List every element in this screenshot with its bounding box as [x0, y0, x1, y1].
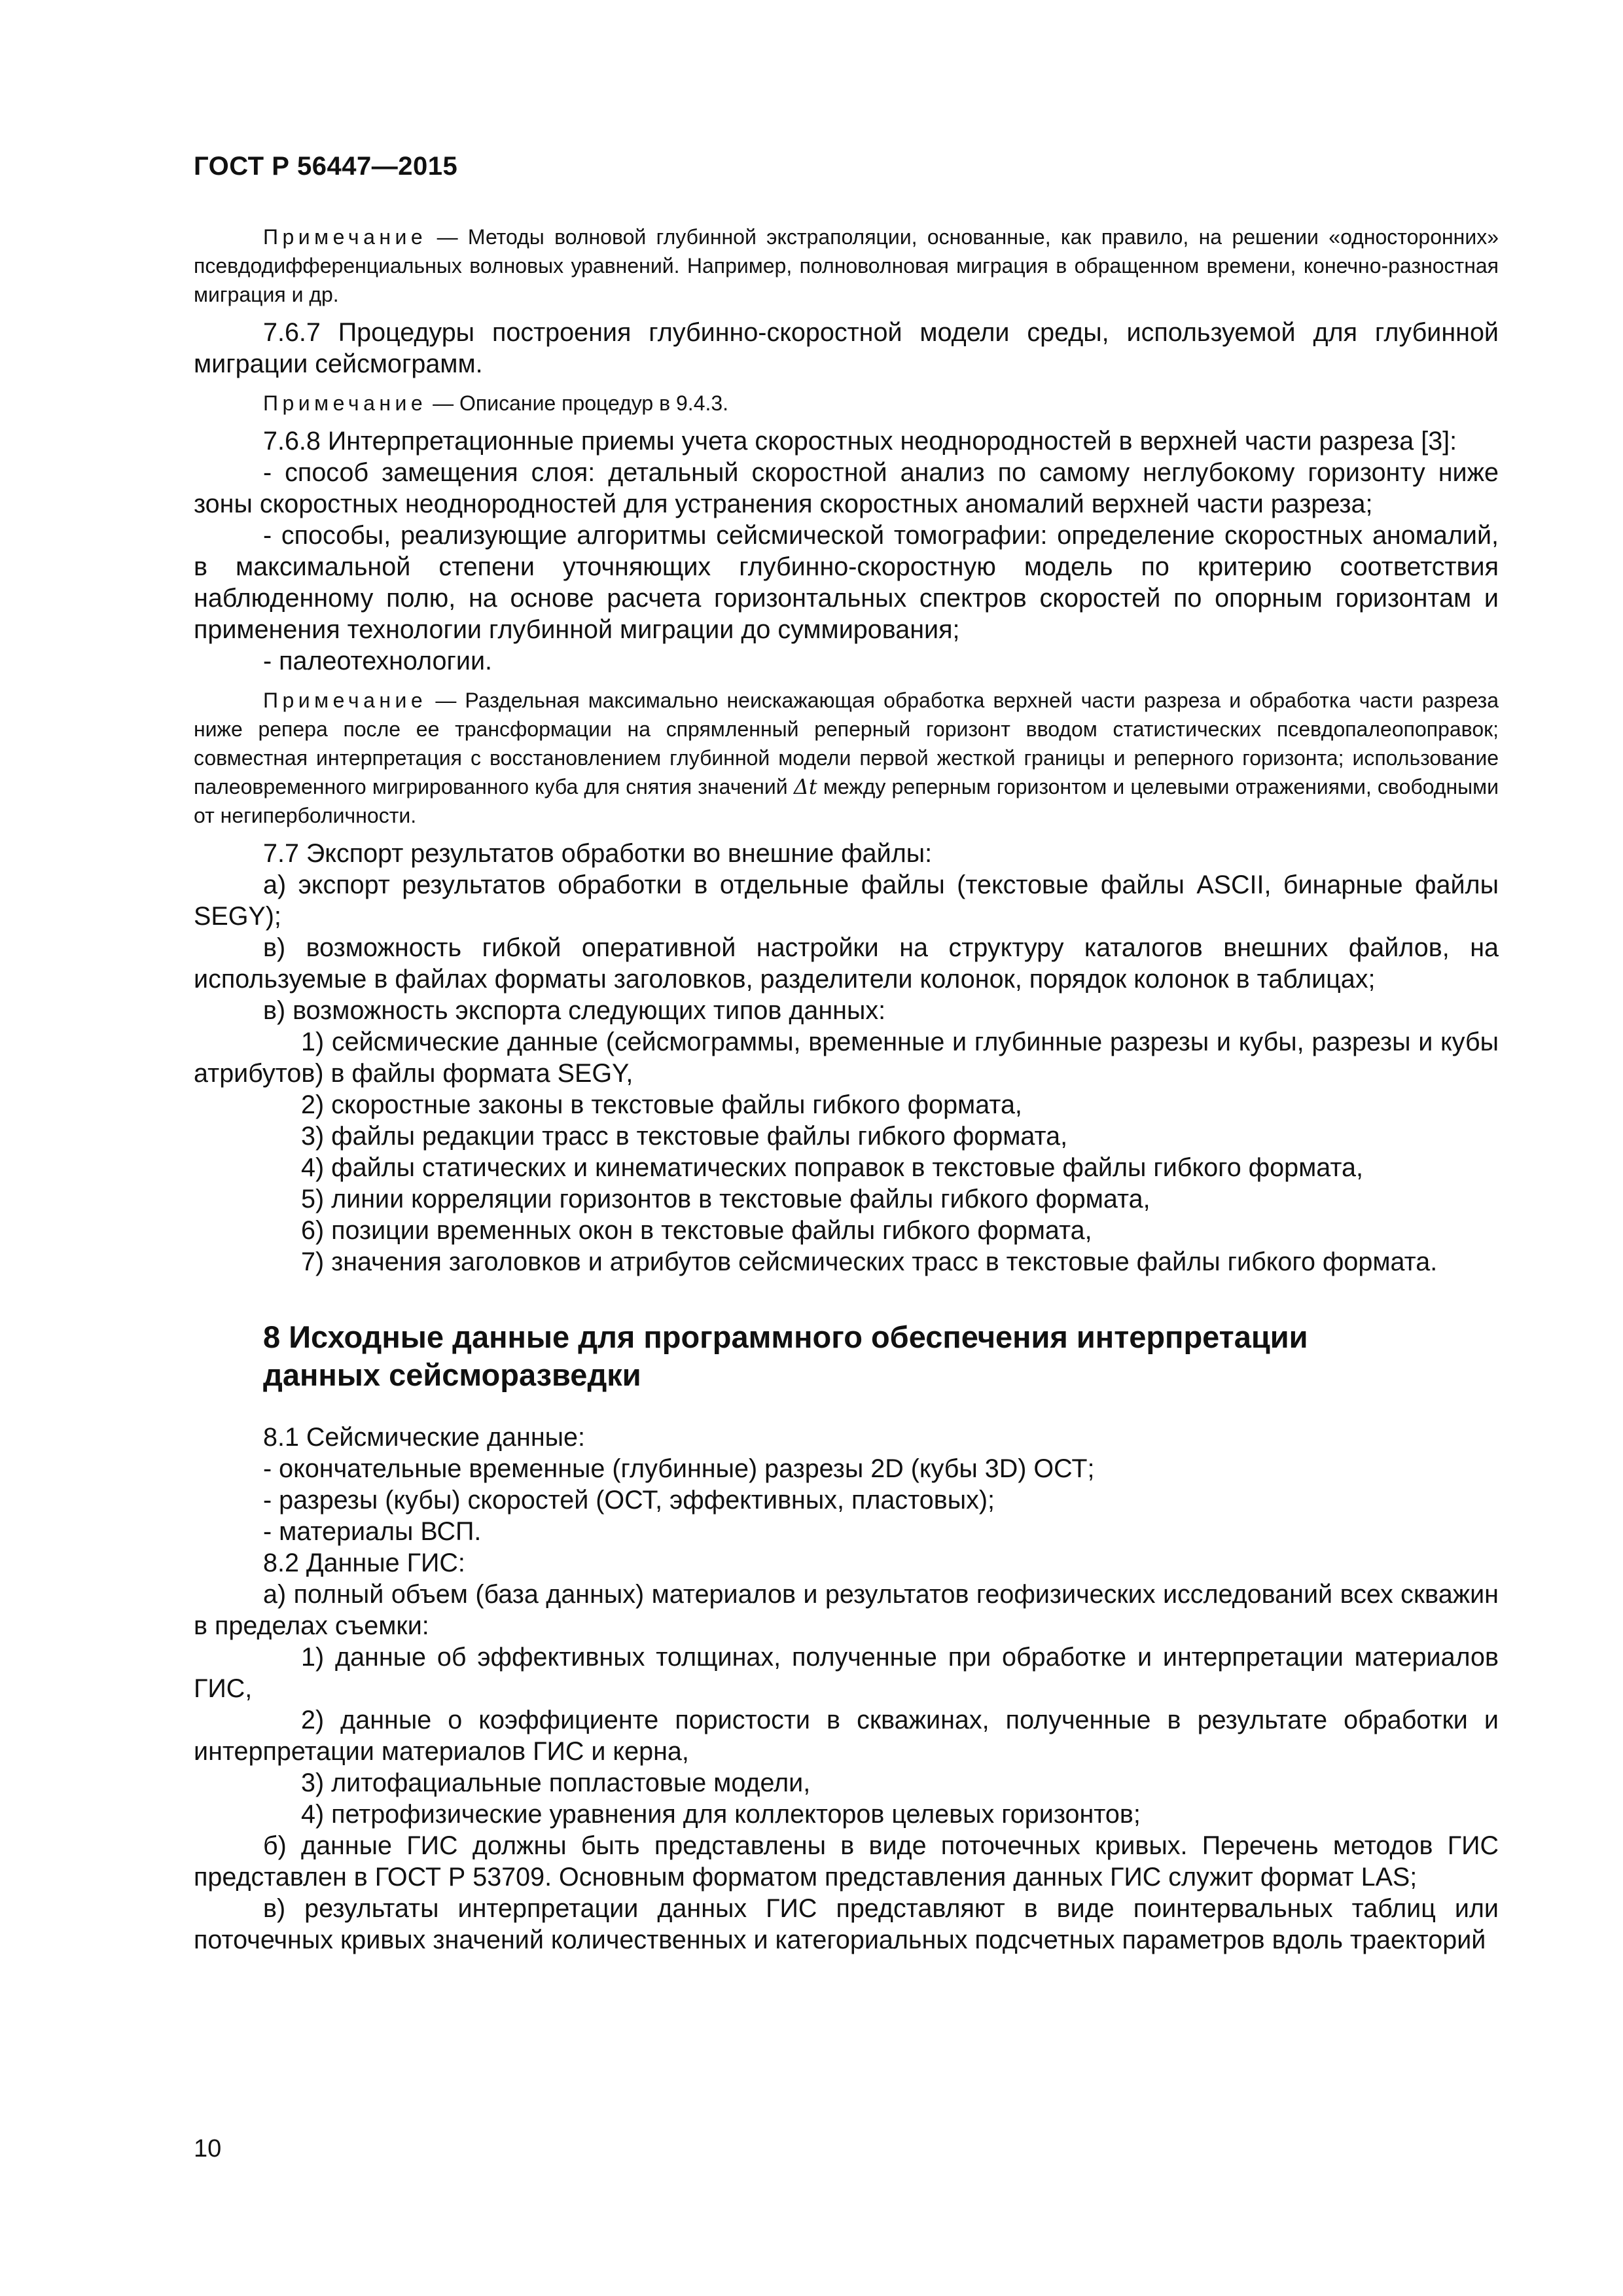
note-paragraph	[194, 686, 1499, 830]
note-text: Раздельная максимально неискажающая обработка верхней части разреза и обработка части разреза ниже репера после ее трансформации на спрямленный реперный горизонт вводом статистических псевдопалеопоправок; совместная интерпретация с восстановлением глубинной модели первой жесткой границы и реперного горизонта; использование палеовременного мигрированного куба для снятия значений	[194, 689, 1499, 798]
list-item: в) результаты интерпретации данных ГИС представляют в виде поинтервальных таблиц или поточечных кривых значений количественных и категориальных подсчетных параметров вдоль траекторий	[194, 1894, 1499, 1954]
note-label: Примечание	[263, 391, 427, 415]
note-text: между реперным горизонтом и целевыми отражениями, свободными от негиперболичности.	[194, 775, 1499, 827]
section-heading-line: данных сейсморазведки	[263, 1357, 641, 1392]
document-header: ГОСТ Р 56447—2015	[194, 152, 458, 181]
list-item: в) возможность гибкой оперативной настройки на структуру каталогов внешних файлов, на используемые в файлах форматы заголовков, разделители колонок, порядок колонок в таблицах;	[194, 933, 1499, 994]
section-heading-line: 8 Исходные данные для программного обеспечения интерпретации	[263, 1319, 1308, 1354]
list-item: 4) файлы статических и кинематических поправок в текстовые файлы гибкого формата,	[301, 1153, 1363, 1182]
note-text: Методы волновой глубинной экстраполяции, основанные, как правило, на решении «односторонних» псевдодифференциальных волновых уравнений. Например, полноволновая миграция в обращенном времени, конечно-разностная миграция и др.	[194, 225, 1499, 306]
note-dash: —	[427, 391, 459, 415]
paragraph-7-6-8: 7.6.8 Интерпретационные приемы учета скоростных неоднородностей в верхней части разреза [3]:	[263, 427, 1457, 456]
list-item: 5) линии корреляции горизонтов в текстовые файлы гибкого формата,	[301, 1185, 1150, 1213]
note-dash: —	[427, 689, 465, 712]
note-paragraph	[194, 223, 1499, 309]
list-item: - способы, реализующие алгоритмы сейсмической томографии: определение скоростных аномалий, в максимальной степени уточняющих глубинно-скоростную модель по критерию соответствия наблюденному полю, на основе расчета горизонтальных спектров скоростей по опорным горизонтам и применения технологии глубинной миграции до суммирования;	[194, 521, 1499, 644]
list-item: б) данные ГИС должны быть представлены в виде поточечных кривых. Перечень методов ГИС представлен в ГОСТ Р 53709. Основным форматом представления данных ГИС служит формат LAS;	[194, 1831, 1499, 1892]
list-item: 1) сейсмические данные (сейсмограммы, временные и глубинные разрезы и кубы, разрезы и кубы атрибутов) в файлы формата SEGY,	[194, 1028, 1499, 1088]
section-heading-8	[263, 1318, 1499, 1394]
list-item: 2) данные о коэффициенте пористости в скважинах, полученные в результате обработки и интерпретации материалов ГИС и керна,	[194, 1706, 1499, 1766]
list-item: 2) скоростные законы в текстовые файлы гибкого формата,	[301, 1090, 1022, 1119]
list-item: а) полный объем (база данных) материалов и результатов геофизических исследований всех скважин в пределах съемки:	[194, 1580, 1499, 1640]
paragraph-7-6-7: 7.6.7 Процедуры построения глубинно-скоростной модели среды, используемой для глубинной миграции сейсмограмм.	[194, 318, 1499, 378]
note-label: Примечание	[263, 689, 427, 712]
page-number: 10	[194, 2135, 222, 2162]
paragraph-8-1: 8.1 Сейсмические данные:	[263, 1423, 585, 1452]
list-item: а) экспорт результатов обработки в отдельные файлы (текстовые файлы ASCII, бинарные файлы SEGY);	[194, 870, 1499, 931]
note-label: Примечание	[263, 225, 427, 249]
list-item: 4) петрофизические уравнения для коллекторов целевых горизонтов;	[301, 1800, 1141, 1829]
list-item: 1) данные об эффективных толщинах, полученные при обработке и интерпретации материалов ГИС,	[194, 1643, 1499, 1703]
list-item: 7) значения заголовков и атрибутов сейсмических трасс в текстовые файлы гибкого формата.	[301, 1247, 1438, 1276]
list-item: в) возможность экспорта следующих типов данных:	[263, 996, 886, 1025]
list-item: - материалы ВСП.	[263, 1517, 482, 1546]
list-item: 3) литофациальные попластовые модели,	[301, 1768, 811, 1797]
list-item: - способ замещения слоя: детальный скоростной анализ по самому неглубокому горизонту ниже зоны скоростных неоднородностей для устранения скоростных аномалий верхней части разреза;	[194, 458, 1499, 518]
note-dash: —	[427, 225, 468, 249]
delta-t-symbol: Δt	[793, 774, 817, 799]
list-item: - разрезы (кубы) скоростей (ОСТ, эффективных, пластовых);	[263, 1486, 995, 1515]
note-paragraph	[194, 389, 1499, 418]
list-item: 3) файлы редакции трасс в текстовые файлы гибкого формата,	[301, 1122, 1068, 1151]
paragraph-8-2: 8.2 Данные ГИС:	[263, 1549, 465, 1577]
list-item: 6) позиции временных окон в текстовые файлы гибкого формата,	[301, 1216, 1092, 1245]
list-item: - окончательные временные (глубинные) разрезы 2D (кубы 3D) ОСТ;	[263, 1454, 1095, 1483]
document-body	[194, 223, 1499, 1956]
note-text: Описание процедур в 9.4.3.	[459, 391, 729, 415]
paragraph-7-7: 7.7 Экспорт результатов обработки во внешние файлы:	[263, 839, 933, 868]
list-item: - палеотехнологии.	[263, 647, 492, 675]
